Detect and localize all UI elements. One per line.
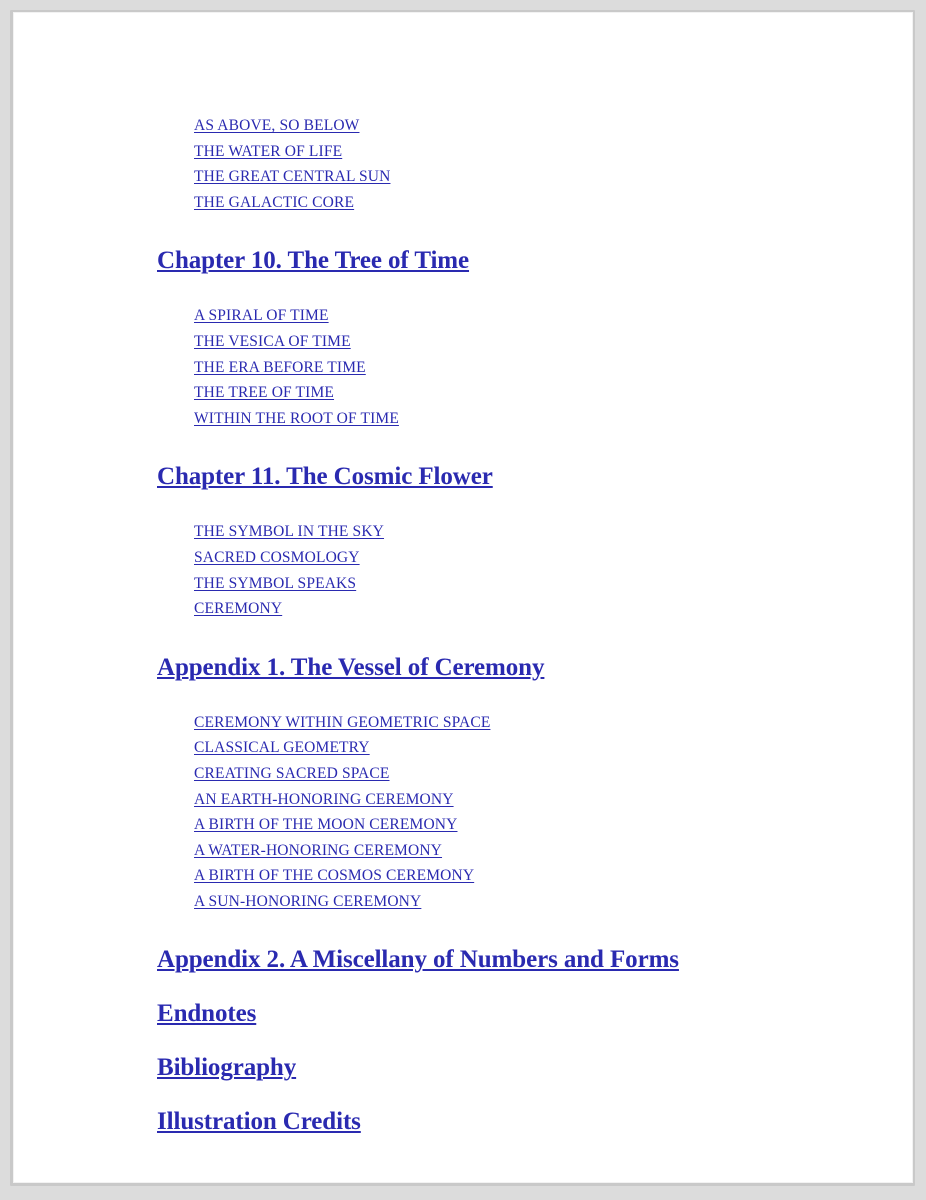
toc-section-heading[interactable]: Chapter 10. The Tree of Time <box>157 247 470 275</box>
toc-entry[interactable] <box>144 329 884 355</box>
toc-entry[interactable] <box>144 863 884 889</box>
toc-entry[interactable] <box>144 519 884 545</box>
toc-entry-label[interactable]: THE SYMBOL SPEAKS <box>194 574 357 592</box>
toc-entry-label[interactable]: THE GREAT CENTRAL SUN <box>194 168 391 186</box>
toc-section <box>144 113 884 215</box>
toc-entry[interactable] <box>144 787 884 813</box>
toc-section <box>144 1107 884 1137</box>
toc-entry-label[interactable]: THE VESICA OF TIME <box>194 332 351 350</box>
document-page <box>13 12 913 1183</box>
toc-section <box>144 653 884 915</box>
toc-entry-label[interactable]: THE WATER OF LIFE <box>194 142 343 160</box>
toc-entry-label[interactable]: CEREMONY WITHIN GEOMETRIC SPACE <box>194 713 491 731</box>
toc-entry[interactable] <box>144 164 884 190</box>
toc-section-heading[interactable]: Appendix 2. A Miscellany of Numbers and Forms <box>157 946 679 974</box>
toc-entry[interactable] <box>144 355 884 381</box>
toc-entry-list <box>144 303 884 431</box>
toc-entry[interactable] <box>144 406 884 432</box>
toc-entry[interactable] <box>144 545 884 571</box>
toc-entry[interactable] <box>144 710 884 736</box>
toc-entry[interactable] <box>144 761 884 787</box>
toc-entry[interactable] <box>144 139 884 165</box>
toc-entry-label[interactable]: A SUN-HONORING CEREMONY <box>194 892 422 910</box>
toc-section <box>144 462 884 621</box>
toc-entry-label[interactable]: AS ABOVE, SO BELOW <box>194 117 360 134</box>
toc-entry-list <box>144 710 884 915</box>
toc-entry[interactable] <box>144 838 884 864</box>
toc-entry[interactable] <box>144 889 884 915</box>
toc-entry-label[interactable]: THE TREE OF TIME <box>194 384 335 402</box>
toc-entry-label[interactable]: CEREMONY <box>194 600 283 618</box>
toc-entry[interactable] <box>144 303 884 329</box>
toc-entry[interactable] <box>144 735 884 761</box>
toc-entry-label[interactable]: A BIRTH OF THE COSMOS CEREMONY <box>194 867 475 885</box>
toc-section-heading[interactable]: Bibliography <box>157 1054 297 1082</box>
toc-section-heading[interactable]: Endnotes <box>157 1000 257 1028</box>
toc-entry-label[interactable]: SACRED COSMOLOGY <box>194 548 360 566</box>
toc-entry-list <box>144 519 884 621</box>
toc-entry[interactable] <box>144 113 884 139</box>
toc-entry[interactable] <box>144 596 884 622</box>
table-of-contents <box>144 113 884 1137</box>
toc-entry[interactable] <box>144 571 884 597</box>
toc-section-heading[interactable]: Appendix 1. The Vessel of Ceremony <box>157 653 545 681</box>
toc-entry-label[interactable]: WITHIN THE ROOT OF TIME <box>194 409 399 427</box>
toc-entry[interactable] <box>144 812 884 838</box>
toc-entry-list <box>144 113 884 215</box>
toc-entry-label[interactable]: THE GALACTIC CORE <box>194 193 355 211</box>
toc-entry-label[interactable]: CREATING SACRED SPACE <box>194 764 390 782</box>
toc-section-heading[interactable]: Illustration Credits <box>157 1108 361 1136</box>
toc-section <box>144 999 884 1029</box>
toc-entry-label[interactable]: CLASSICAL GEOMETRY <box>194 739 370 757</box>
toc-entry-label[interactable]: A SPIRAL OF TIME <box>194 307 329 325</box>
toc-entry-label[interactable]: THE SYMBOL IN THE SKY <box>194 523 385 541</box>
toc-entry-label[interactable]: THE ERA BEFORE TIME <box>194 358 366 376</box>
toc-entry-label[interactable]: AN EARTH-HONORING CEREMONY <box>194 790 454 808</box>
toc-section <box>144 246 884 431</box>
toc-entry[interactable] <box>144 380 884 406</box>
toc-section <box>144 1053 884 1083</box>
toc-entry-label[interactable]: A WATER-HONORING CEREMONY <box>194 841 443 859</box>
toc-entry-label[interactable]: A BIRTH OF THE MOON CEREMONY <box>194 816 458 834</box>
toc-section <box>144 945 884 975</box>
toc-entry[interactable] <box>144 190 884 216</box>
toc-section-heading[interactable]: Chapter 11. The Cosmic Flower <box>157 463 493 491</box>
